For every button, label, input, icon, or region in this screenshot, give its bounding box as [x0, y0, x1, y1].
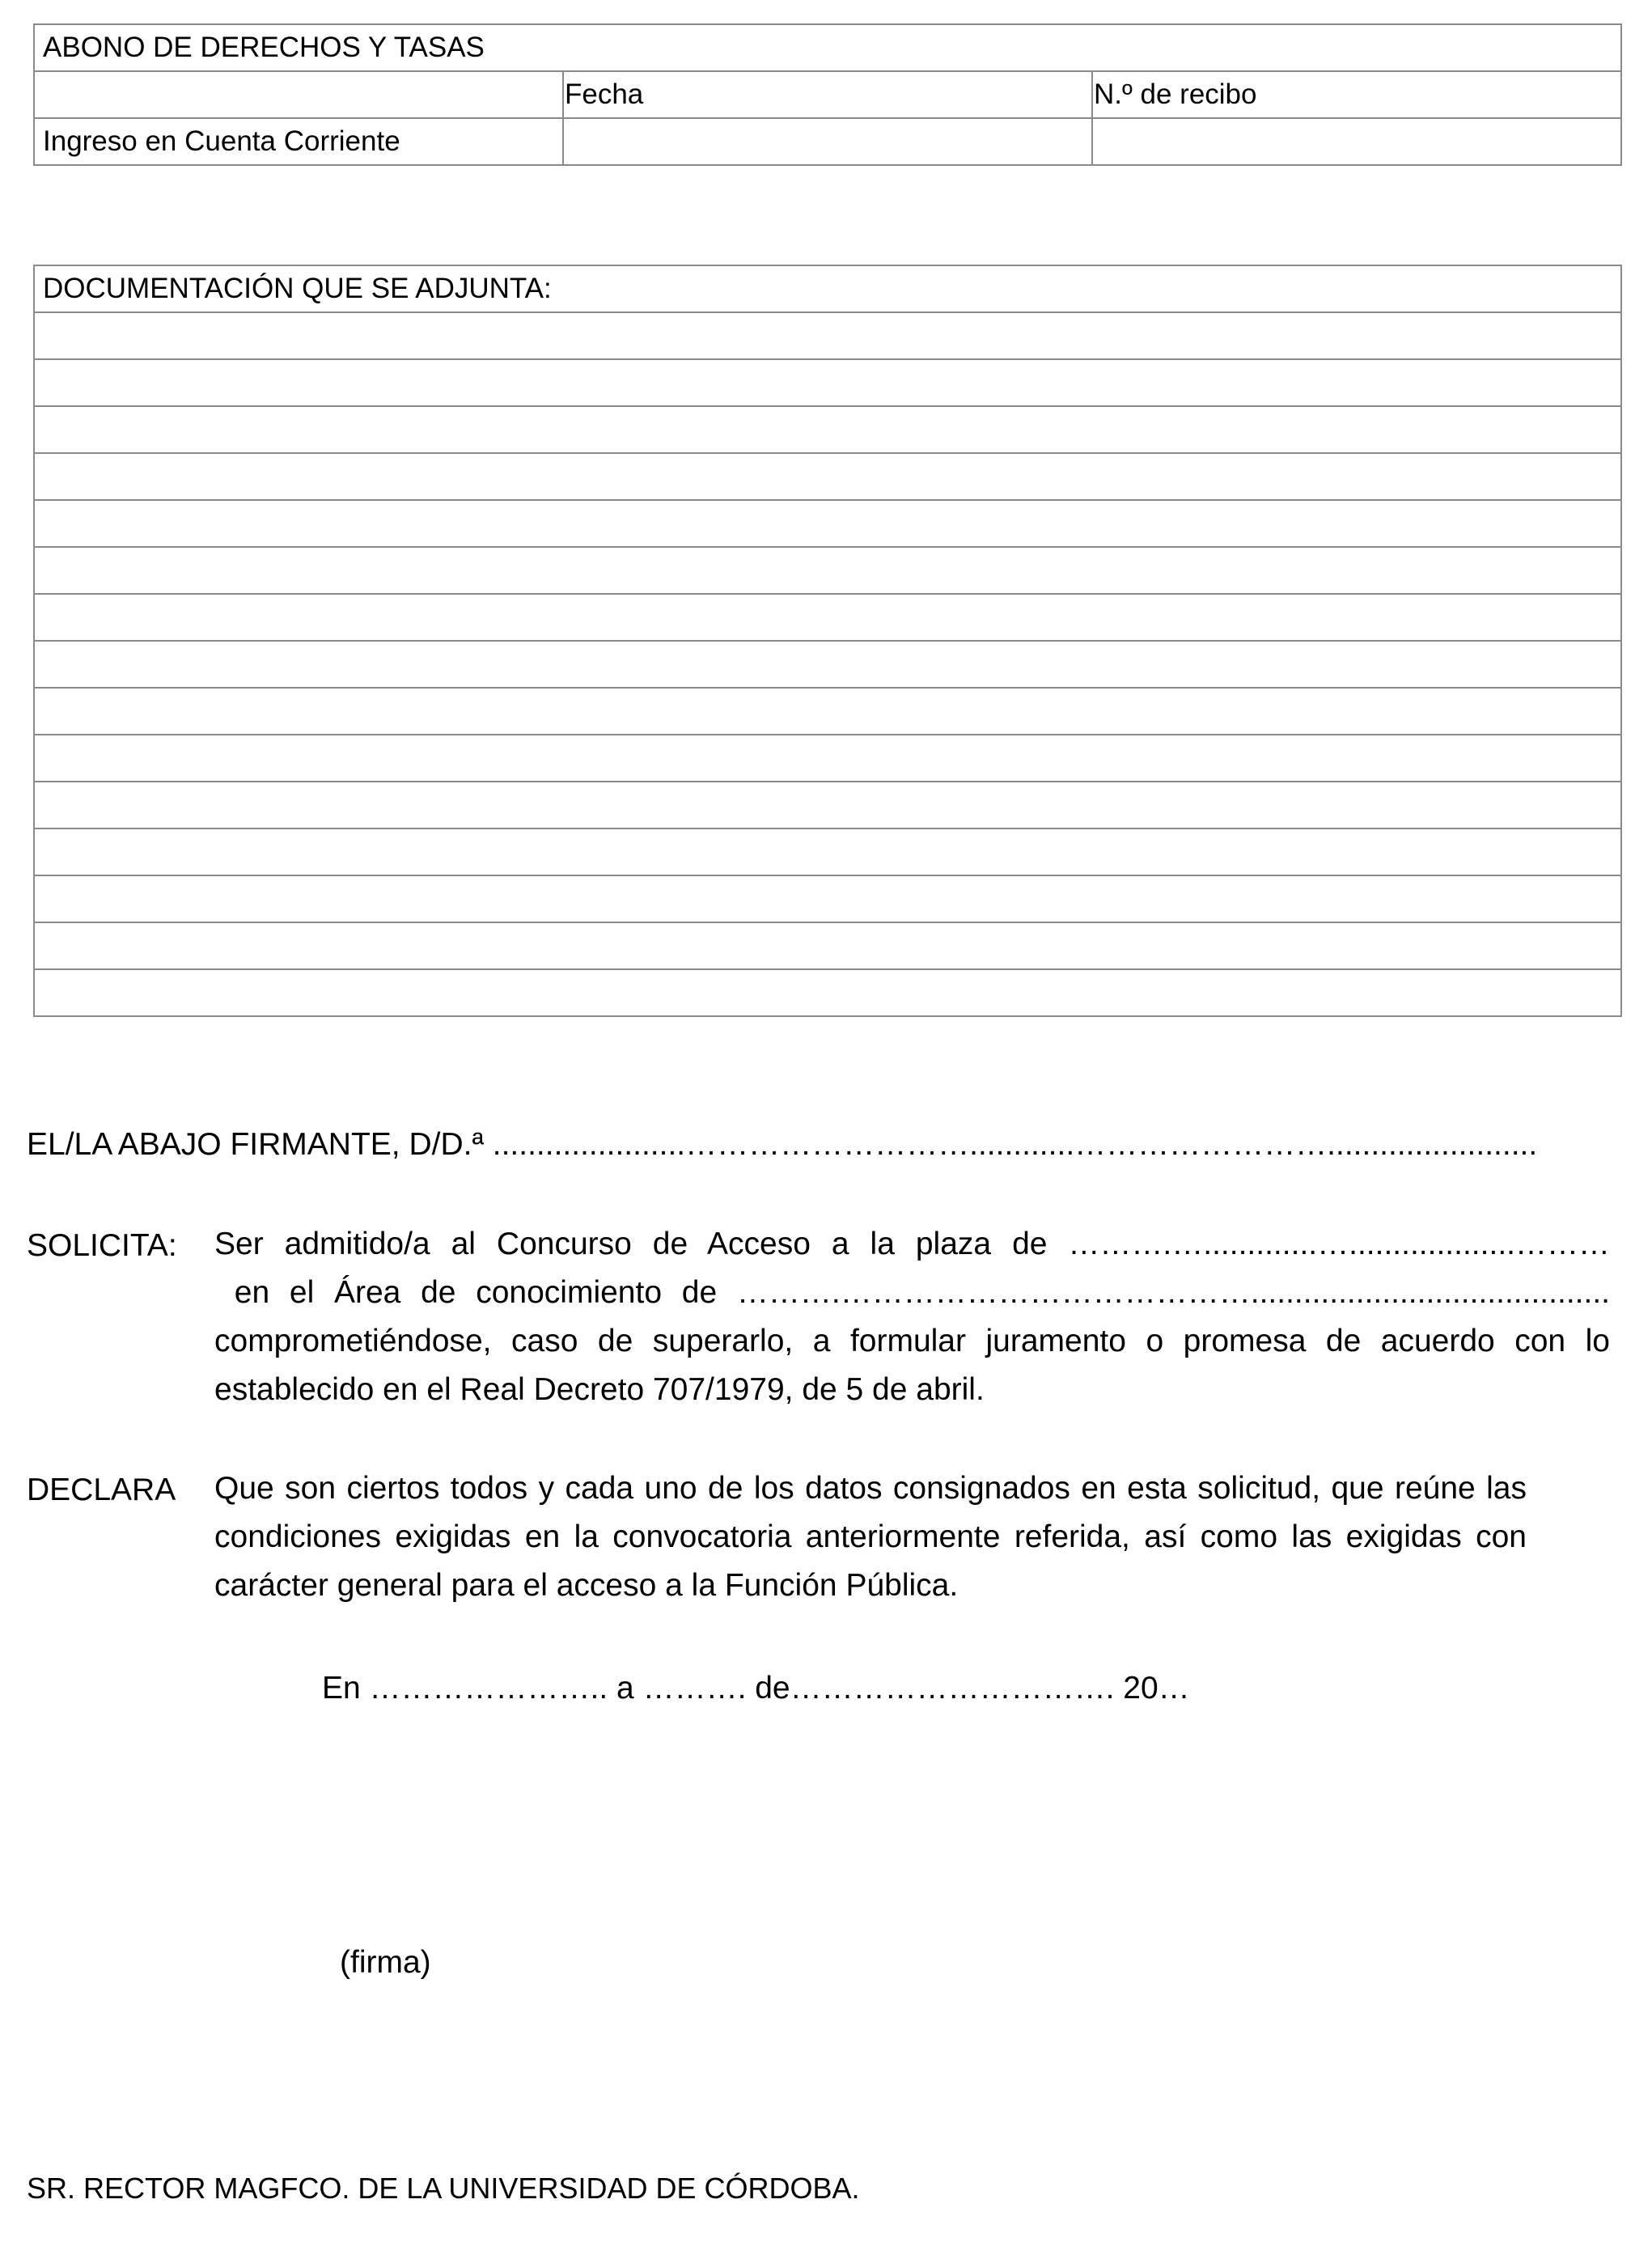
docs-row — [34, 594, 1621, 641]
docs-row-field[interactable] — [34, 312, 1621, 359]
firmante-line: EL/LA ABAJO FIRMANTE, D/D.ª ......................………………………............……………………........................ — [27, 1127, 1538, 1162]
docs-row-field[interactable] — [34, 453, 1621, 500]
docs-row — [34, 500, 1621, 547]
docs-row — [34, 875, 1621, 922]
docs-table-title: DOCUMENTACIÓN QUE SE ADJUNTA: — [34, 265, 1621, 312]
fees-table — [33, 23, 1622, 166]
docs-row-field[interactable] — [34, 641, 1621, 688]
docs-row-field[interactable] — [34, 594, 1621, 641]
docs-row-field[interactable] — [34, 406, 1621, 453]
docs-row — [34, 782, 1621, 828]
docs-row-field[interactable] — [34, 735, 1621, 782]
docs-row — [34, 453, 1621, 500]
docs-row — [34, 969, 1621, 1016]
ingreso-label: Ingreso en Cuenta Corriente — [34, 118, 563, 165]
docs-row — [34, 828, 1621, 875]
solicita-label: SOLICITA: — [27, 1228, 177, 1263]
fecha-field[interactable] — [563, 118, 1092, 165]
docs-row-field[interactable] — [34, 688, 1621, 735]
addressee: SR. RECTOR MAGFCO. DE LA UNIVERSIDAD DE CÓRDOBA. — [27, 2172, 860, 2205]
signature-label: (firma) — [340, 1945, 431, 1980]
docs-row-field[interactable] — [34, 969, 1621, 1016]
docs-row-field[interactable] — [34, 782, 1621, 828]
docs-row — [34, 735, 1621, 782]
place-date-line: En ………………….. a ………. de…………………………. 20… — [322, 1671, 1190, 1706]
solicita-line-4: establecido en el Real Decreto 707/1979, de 5 de abril. — [214, 1372, 985, 1407]
docs-row — [34, 688, 1621, 735]
docs-row-field[interactable] — [34, 875, 1621, 922]
fecha-header: Fecha — [563, 71, 1092, 118]
docs-row-field[interactable] — [34, 922, 1621, 969]
declara-label: DECLARA — [27, 1473, 176, 1507]
docs-row-field[interactable] — [34, 500, 1621, 547]
solicita-line-3: comprometiéndose, caso de superarlo, a formular juramento o promesa de acuerdo con lo — [214, 1324, 1610, 1358]
docs-row — [34, 312, 1621, 359]
docs-row — [34, 547, 1621, 594]
docs-row-field[interactable] — [34, 828, 1621, 875]
recibo-field[interactable] — [1092, 118, 1621, 165]
docs-row — [34, 641, 1621, 688]
docs-row — [34, 922, 1621, 969]
solicita-line-1: Ser admitido/a al Concurso de Acceso a la plaza de ……….….............…...................……… — [214, 1227, 1610, 1261]
declara-line-3: carácter general para el acceso a la Función Pública. — [214, 1568, 959, 1603]
docs-table — [33, 265, 1622, 1017]
solicita-paragraph — [214, 1220, 1610, 1414]
recibo-header: N.º de recibo — [1092, 71, 1621, 118]
fees-table-title: ABONO DE DERECHOS Y TASAS — [34, 24, 1621, 71]
declara-paragraph — [214, 1464, 1527, 1610]
declara-line-1: Que son ciertos todos y cada uno de los datos consignados en esta solicitud, que reúne las — [214, 1471, 1527, 1506]
fees-header-empty-cell — [34, 71, 563, 118]
docs-row-field[interactable] — [34, 359, 1621, 406]
declara-line-2: condiciones exigidas en la convocatoria anteriormente referida, así como las exigidas con — [214, 1519, 1527, 1554]
solicita-line-2: en el Área de conocimiento de ……….…………………………………......................................... — [214, 1275, 1610, 1310]
docs-row — [34, 359, 1621, 406]
docs-row — [34, 406, 1621, 453]
docs-row-field[interactable] — [34, 547, 1621, 594]
